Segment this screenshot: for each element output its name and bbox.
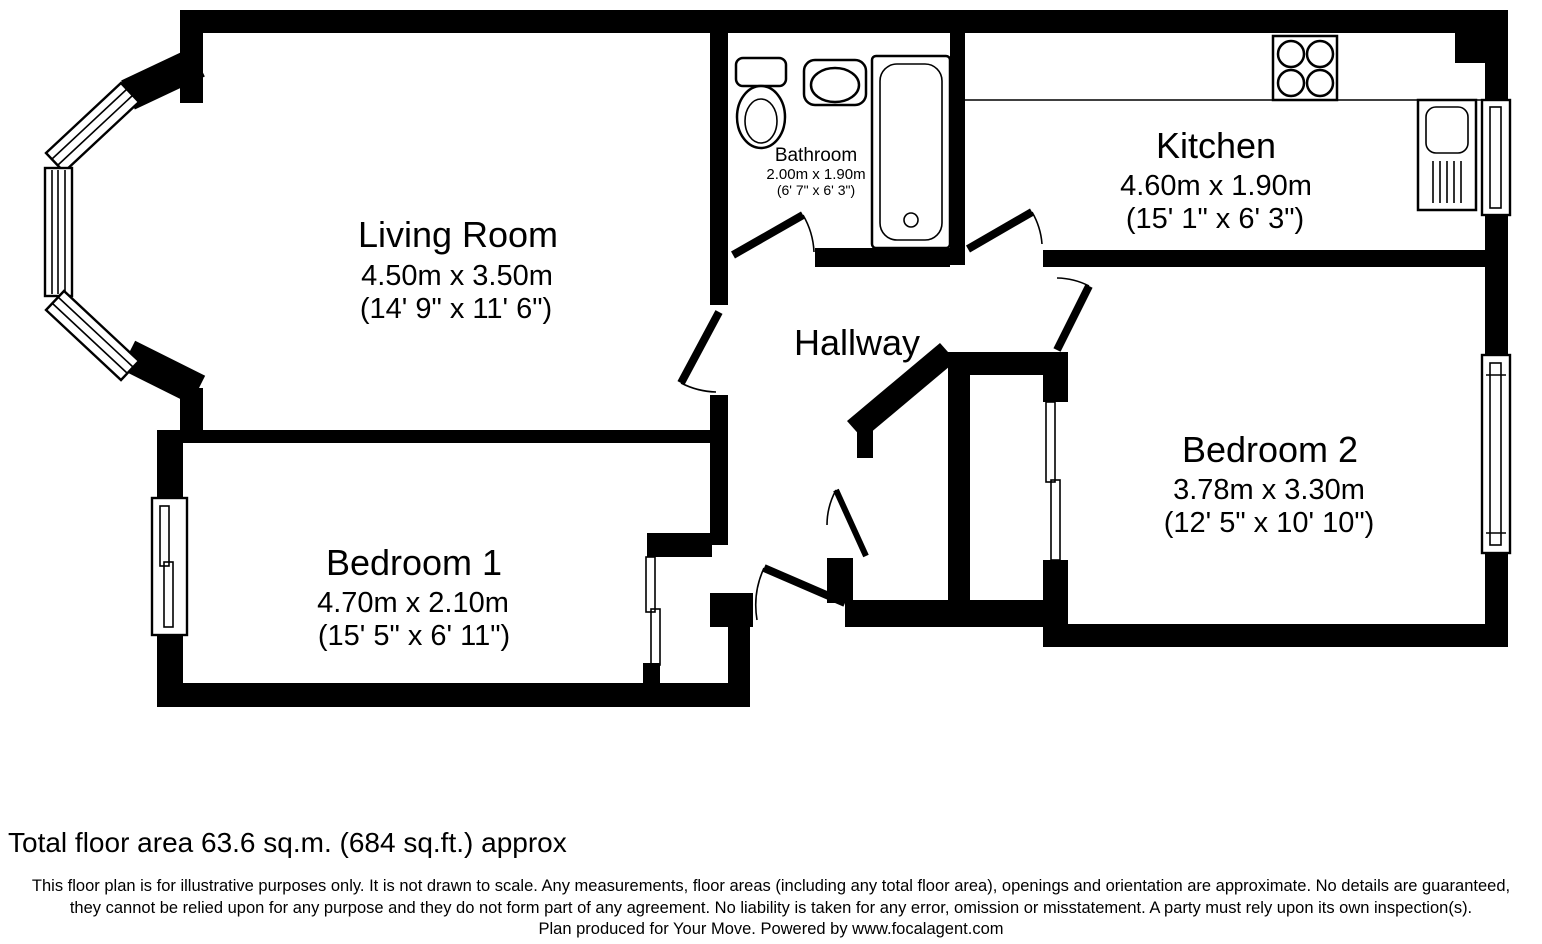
kitchen-window [1482, 100, 1510, 215]
wall-topright-corner [1455, 10, 1508, 63]
wall-closet-stub-top [857, 428, 873, 458]
hob-burner [1307, 41, 1333, 67]
wall-bedroom1-left-b [157, 633, 183, 683]
bathtub-icon [872, 56, 950, 248]
wall-bottom-left-section [157, 683, 750, 707]
living-room-dim-imperial: (14' 9" x 11' 6") [359, 293, 553, 325]
bay-window-bottom-segment [46, 291, 139, 380]
kitchen-dim-metric: 4.60m x 1.90m [1120, 170, 1312, 202]
bathroom-door-arc [803, 215, 814, 252]
wall-bedroom1-top [157, 430, 728, 443]
wall-closet-right [948, 375, 970, 603]
bathroom-door-leaf [733, 215, 803, 255]
closet-door-arc [827, 490, 836, 525]
wall-bathroom-bottom [815, 248, 950, 267]
kitchen-door-leaf [968, 212, 1032, 249]
wall-hall-junction [710, 593, 753, 627]
bedroom2-dim-imperial: (12' 5" x 10' 10") [1163, 507, 1375, 539]
hob-burner [1307, 70, 1333, 96]
kitchen-dim-imperial: (15' 1" x 6' 3") [1125, 203, 1305, 235]
kitchen-label: Kitchen [1155, 125, 1277, 166]
disclaimer-line-3: Plan produced for Your Move. Powered by www.focalagent.com [538, 920, 1004, 938]
bedroom2-door-arc [1057, 278, 1089, 286]
wall-right-b [1485, 215, 1508, 355]
wall-livingroom-right-bottom [710, 395, 728, 443]
entrance-door-arc [756, 568, 764, 620]
hob-burner [1278, 41, 1304, 67]
wall-kitchen-bottom [1043, 250, 1488, 267]
wall-top [180, 10, 1508, 33]
wall-bedroom1-door-stub-top [647, 533, 712, 557]
living-room-label: Living Room [357, 214, 559, 255]
fixtures [736, 36, 1482, 248]
wall-hall-column [728, 627, 750, 685]
bedroom2-dim-metric: 3.78m x 3.30m [1173, 474, 1365, 506]
total-floor-area: Total floor area 63.6 sq.m. (684 sq.ft.) approx [8, 827, 567, 858]
bedroom1-dim-imperial: (15' 5" x 6' 11") [317, 620, 511, 652]
wall-bedroom2-left-top [1043, 352, 1068, 402]
wall-bedroom1-door-stub-bottom [643, 663, 660, 685]
toilet-bowl-icon [737, 86, 785, 148]
hallway-label: Hallway [793, 322, 921, 363]
livingroom-door-leaf [681, 312, 719, 383]
bedroom2-window [1482, 355, 1510, 553]
footer [8, 827, 1510, 938]
bay-window [45, 83, 139, 380]
bedroom2-label: Bedroom 2 [1181, 429, 1359, 470]
wall-bathroom-kitchen-divider [950, 33, 965, 265]
wall-bedroom2-left-bottom [1043, 560, 1068, 647]
bedroom1-sliding-door [651, 609, 660, 665]
bedroom1-label: Bedroom 1 [325, 542, 503, 583]
wall-bedroom2-bottom [1043, 624, 1508, 647]
hob-burner [1278, 70, 1304, 96]
bedroom2-door-leaf [1057, 286, 1089, 350]
living-room-dim-metric: 4.50m x 3.50m [361, 260, 553, 292]
bedroom1-sliding-door [646, 557, 655, 612]
livingroom-door-arc [681, 383, 716, 392]
wall-hall-bottom [845, 600, 1045, 627]
wall-livingroom-right-top [710, 33, 728, 305]
bay-window-top-segment [46, 83, 139, 172]
closet-door-leaf [836, 490, 866, 556]
bedroom2-sliding-door [1051, 480, 1060, 560]
wall-bedroom1-right [710, 443, 728, 545]
toilet-icon [736, 58, 786, 86]
basin-bowl [811, 68, 859, 102]
disclaimer-line-2: they cannot be relied upon for any purpose and they do not form part of any agreement. No liability is taken for any error, omission or misstatement. A party must rely upon its own inspection(s). [69, 899, 1473, 917]
bathroom-label: Bathroom [774, 145, 858, 166]
bedroom1-dim-metric: 4.70m x 2.10m [317, 587, 509, 619]
bathroom-dim-metric: 2.00m x 1.90m [766, 166, 866, 183]
kitchen-door-arc [1032, 212, 1042, 244]
bedroom2-sliding-door [1046, 402, 1055, 482]
bathroom-dim-imperial: (6' 7" x 6' 3") [776, 182, 856, 198]
wall-right-a [1485, 63, 1508, 103]
disclaimer-line-1: This floor plan is for illustrative purposes only. It is not drawn to scale. Any measurements, floor areas (including any total floor area), openings and orientation are approximate. No details are guaranteed, [31, 877, 1511, 895]
